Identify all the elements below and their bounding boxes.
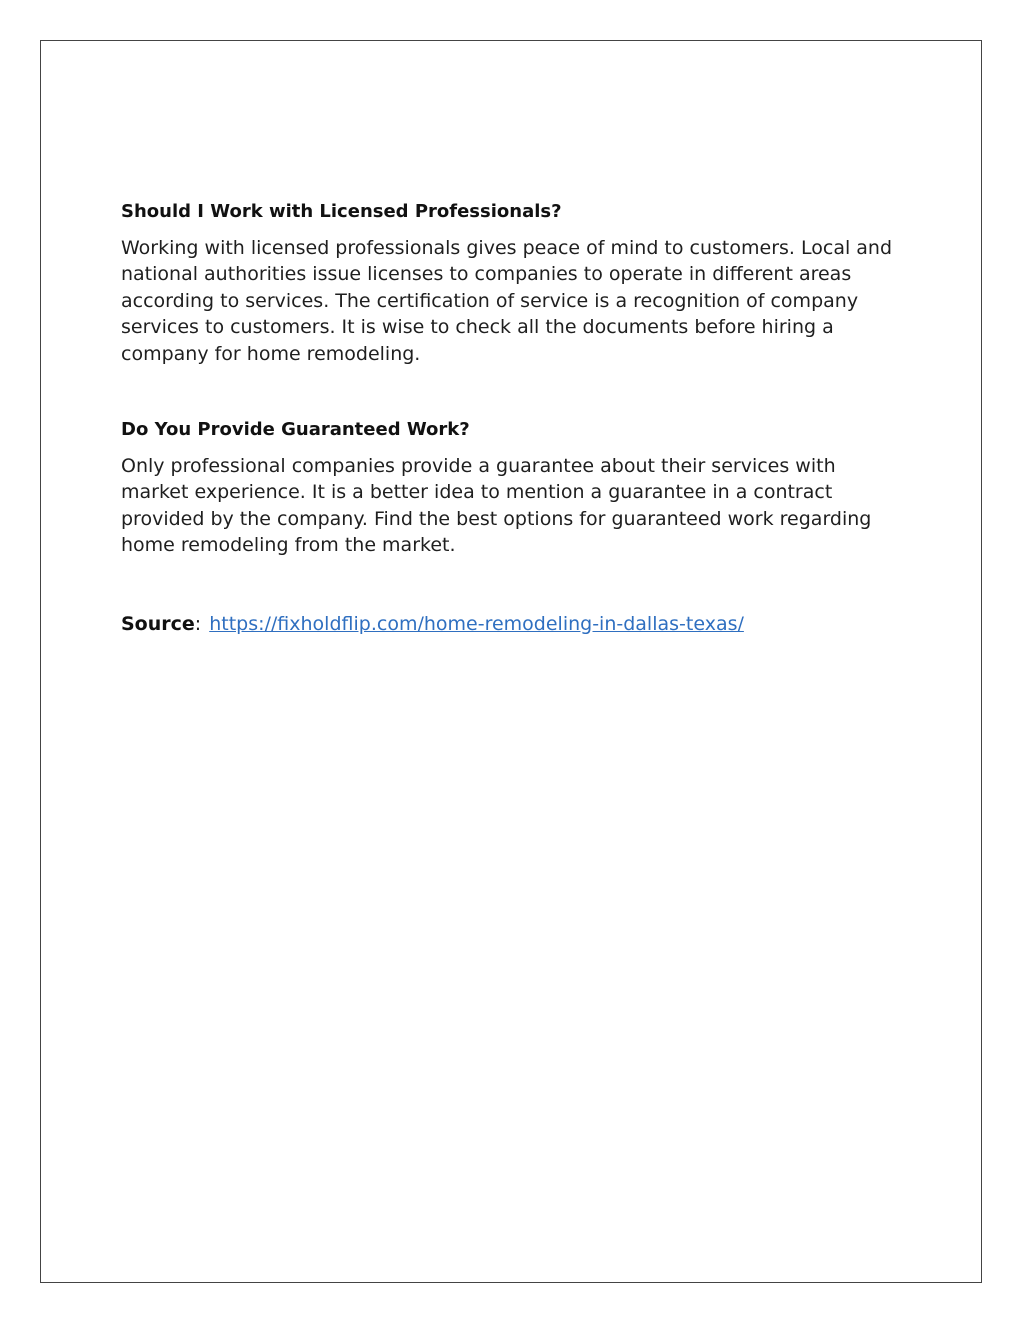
source-line — [121, 611, 901, 637]
source-link[interactable]: https://fixholdflip.com/home-remodeling-in-dallas-texas/ — [209, 612, 744, 635]
source-separator: : — [194, 612, 202, 635]
section-heading: Do You Provide Guaranteed Work? — [121, 419, 470, 441]
source-label: Source — [121, 612, 195, 635]
section-paragraph: Only professional companies provide a guarantee about their services with market experience. It is a better idea to mention a guarantee in a contract provided by the company. Find the best options for guaranteed work regarding home remodeling from the market. — [121, 455, 872, 557]
section-heading: Should I Work with Licensed Professionals? — [121, 201, 562, 222]
document-body — [121, 199, 901, 637]
section-paragraph: Working with licensed professionals gives peace of mind to customers. Local and national authorities issue licenses to companies to operate in different areas according to services. The certification of service is a recognition of company services to customers. It is wise to check all the documents before hiring a company for home remodeling. — [121, 237, 893, 365]
section-guaranteed-work — [121, 417, 901, 559]
section-licensed-professionals — [121, 199, 901, 367]
